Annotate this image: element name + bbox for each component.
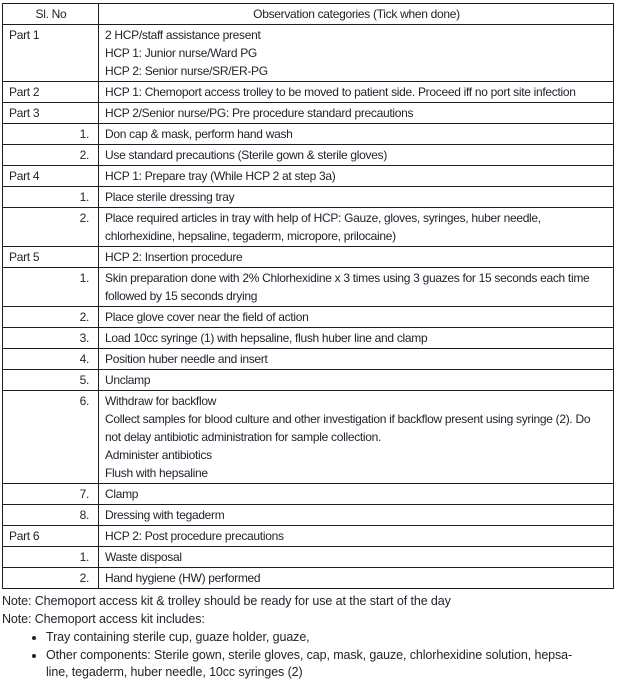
table-row [3,328,614,349]
observation-line: chlorhexidine, hepsaline, tegaderm, micropore, prilocaine) [105,229,396,243]
observation-cell [99,307,614,328]
table-row [3,247,614,268]
observation-cell [99,103,614,124]
observation-line: Position huber needle and insert [105,352,268,366]
kit-contents-line: • Tray containing sterile cup, guaze holder, guaze, [46,630,310,644]
observation-line: Waste disposal [105,550,182,564]
observation-line: HCP 1: Junior nurse/Ward PG [105,46,257,60]
observation-line: HCP 2: Senior nurse/SR/ER-PG [105,64,268,78]
step-number-cell: 4. [3,349,99,370]
step-number-cell: 1. [3,124,99,145]
step-number-cell: 2. [3,307,99,328]
observation-line: Flush with hepsaline [105,466,208,480]
observation-table-body [3,25,614,589]
step-number-cell: 1. [3,268,99,307]
table-row [3,370,614,391]
observation-cell [99,145,614,166]
kit-contents-list [2,629,624,682]
observation-cell [99,505,614,526]
observation-cell [99,124,614,145]
observation-cell [99,391,614,484]
observation-line: 2 HCP/staff assistance present [105,28,261,42]
table-row [3,82,614,103]
observation-table [2,3,614,589]
kit-contents-item [46,629,624,647]
observation-cell [99,526,614,547]
table-row [3,124,614,145]
kit-contents-item [46,647,624,682]
observation-line: followed by 15 seconds drying [105,289,258,303]
step-number-cell: 1. [3,547,99,568]
table-row [3,145,614,166]
table-row [3,349,614,370]
observation-cell [99,247,614,268]
observation-line: Administer antibiotics [105,448,212,462]
observation-line: Use standard precautions (Sterile gown & sterile gloves) [105,148,388,162]
observation-line: Don cap & mask, perform hand wash [105,127,293,141]
table-row [3,391,614,484]
observation-cell [99,484,614,505]
step-number-cell: 2. [3,145,99,166]
table-row [3,526,614,547]
observation-line: Place sterile dressing tray [105,190,235,204]
observation-cell [99,328,614,349]
observation-cell [99,568,614,589]
observation-line: HCP 1: Prepare tray (While HCP 2 at step 3a) [105,169,336,183]
observation-cell [99,166,614,187]
observation-line: Skin preparation done with 2% Chlorhexidine x 3 times using 3 guazes for 15 seconds each time [105,271,590,285]
step-number-cell: 1. [3,187,99,208]
table-row [3,187,614,208]
part-label-cell: Part 3 [3,103,99,124]
kit-contents-line: • Other components: Sterile gown, sterile gloves, cap, mask, gauze, chlorhexidine solution, hepsa- [46,647,573,662]
observation-cell [99,268,614,307]
part-label-cell: Part 4 [3,166,99,187]
observation-line: Place required articles in tray with help of HCP: Gauze, gloves, syringes, huber needle, [105,211,541,225]
observation-cell [99,25,614,82]
kit-contents-line: line, tegaderm, huber needle, 10cc syringes (2) [46,665,303,679]
part-label-cell: Part 6 [3,526,99,547]
observation-line: Collect samples for blood culture and other investigation if backflow present using syringe (2). Do [105,412,591,426]
observation-line: not delay antibiotic administration for sample collection. [105,430,382,444]
table-row [3,208,614,247]
part-label-cell: Part 2 [3,82,99,103]
observation-line: Load 10cc syringe (1) with hepsaline, flush huber line and clamp [105,331,428,345]
observation-line: HCP 1: Chemoport access trolley to be moved to patient side. Proceed iff no port site infection [105,85,576,99]
observation-line: Dressing with tegaderm [105,508,225,522]
observation-line: HCP 2: Insertion procedure [105,250,243,264]
step-number-cell: 3. [3,328,99,349]
table-row [3,568,614,589]
part-label-cell: Part 1 [3,25,99,82]
step-number-cell: 2. [3,568,99,589]
table-header-row [3,4,614,25]
table-row [3,25,614,82]
table-row [3,103,614,124]
header-sl-no: Sl. No [3,4,99,25]
table-row [3,484,614,505]
step-number-cell: 7. [3,484,99,505]
note-kit-includes: Note: Chemoport access kit includes: [2,611,205,626]
observation-cell [99,82,614,103]
step-number-cell: 6. [3,391,99,484]
observation-line: Hand hygiene (HW) performed [105,571,261,585]
header-observation-categories: Observation categories (Tick when done) [99,4,614,25]
step-number-cell: 8. [3,505,99,526]
observation-cell [99,349,614,370]
table-row [3,268,614,307]
observation-cell [99,187,614,208]
step-number-cell: 2. [3,208,99,247]
observation-line: HCP 2: Post procedure precautions [105,529,284,543]
observation-line: Clamp [105,487,139,501]
table-row [3,166,614,187]
observation-cell [99,547,614,568]
note-trolley-ready: Note: Chemoport access kit & trolley should be ready for use at the start of the day [2,594,451,608]
observation-cell [99,208,614,247]
table-row [3,505,614,526]
part-label-cell: Part 5 [3,247,99,268]
table-row [3,547,614,568]
observation-line: Place glove cover near the field of action [105,310,309,324]
observation-cell [99,370,614,391]
observation-line: Unclamp [105,373,151,387]
table-row [3,307,614,328]
observation-line: HCP 2/Senior nurse/PG: Pre procedure standard precautions [105,106,414,120]
notes-section [2,593,628,682]
observation-line: Withdraw for backflow [105,394,217,408]
step-number-cell: 5. [3,370,99,391]
